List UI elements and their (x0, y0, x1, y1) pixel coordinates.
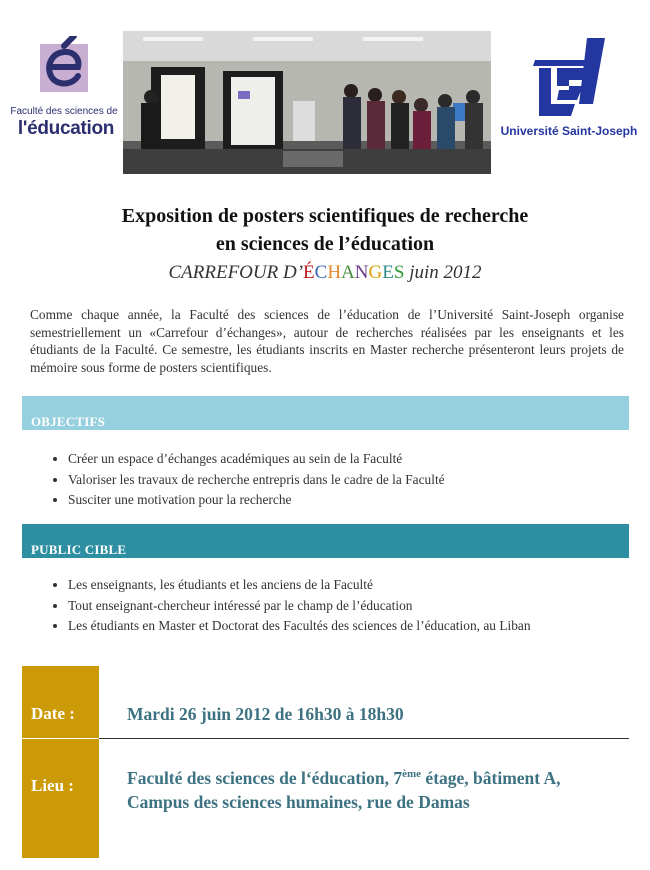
lieu-line1-post: étage, bâtiment A, (421, 767, 561, 788)
subtitle-letter: A (341, 262, 355, 283)
label-column (22, 666, 99, 858)
date-label: Date : (31, 704, 75, 723)
subtitle-letter: H (327, 262, 342, 283)
subtitle-letter: C (314, 262, 328, 283)
subtitle-colored-word (303, 262, 404, 283)
faculty-e-icon (34, 36, 92, 98)
row-divider (99, 738, 629, 739)
subtitle-suffix: juin 2012 (404, 262, 482, 283)
faculty-logo-line1: Faculté des sciences de (10, 106, 118, 117)
objectifs-heading: OBJECTIFS (22, 396, 629, 430)
event-subtitle (0, 262, 650, 284)
list-item: • Valoriser les travaux de recherche entrepris dans le cadre de la Faculté (68, 470, 630, 491)
event-details-table (22, 666, 629, 858)
subtitle-letter: G (368, 262, 383, 283)
list-item: • Susciter une motivation pour la recherche (68, 490, 630, 511)
poster-session-photo (123, 31, 491, 174)
subtitle-letter: É (303, 262, 315, 283)
lieu-line2: Campus des sciences humaines, rue de Damas (127, 791, 470, 812)
faculty-logo (10, 36, 118, 140)
subtitle-letter: S (393, 262, 405, 283)
public-list (30, 575, 630, 637)
usj-logo-name: Université Saint-Joseph (500, 124, 638, 138)
page-title-line1: Exposition de posters scientifiques de recherche (121, 205, 529, 227)
subtitle-letter: N (354, 262, 369, 283)
usj-logo (494, 28, 644, 143)
public-heading: PUBLIC CIBLE (22, 524, 629, 558)
page-title-line2: en sciences de l’éducation (215, 233, 435, 255)
objectifs-list (30, 449, 630, 511)
label-separator (22, 738, 99, 739)
usj-monogram-icon (531, 34, 607, 122)
list-item: • Les étudiants en Master et Doctorat des Facultés des sciences de l’éducation, au Liban (68, 616, 630, 637)
date-value: Mardi 26 juin 2012 de 16h30 à 18h30 (127, 704, 404, 724)
list-item: • Tout enseignant-chercheur intéressé par le champ de l’éducation (68, 596, 630, 617)
lieu-label: Lieu : (31, 776, 74, 795)
subtitle-letter: E (382, 262, 394, 283)
lieu-sup: ème (402, 768, 422, 780)
lieu-value (127, 762, 561, 814)
list-item: • Les enseignants, les étudiants et les anciens de la Faculté (68, 575, 630, 596)
list-item: • Créer un espace d’échanges académiques au sein de la Faculté (68, 449, 630, 470)
subtitle-prefix: CARREFOUR D’ (168, 262, 304, 283)
intro-paragraph: Comme chaque année, la Faculté des sciences de l’éducation de l’Université Saint-Joseph organise semestriellement un «Carrefour d’échanges», autour de recherches réalisées par les enseignants et les étudiants de la Faculté. Ce semestre, les étudiants inscrits en Master recherche présenteront leurs projets de mémoire sous forme de posters scientifiques. (30, 307, 624, 375)
lieu-line1-pre: Faculté des sciences de l‘éducation, 7 (127, 767, 403, 788)
faculty-logo-line2: l'éducation (17, 118, 115, 139)
